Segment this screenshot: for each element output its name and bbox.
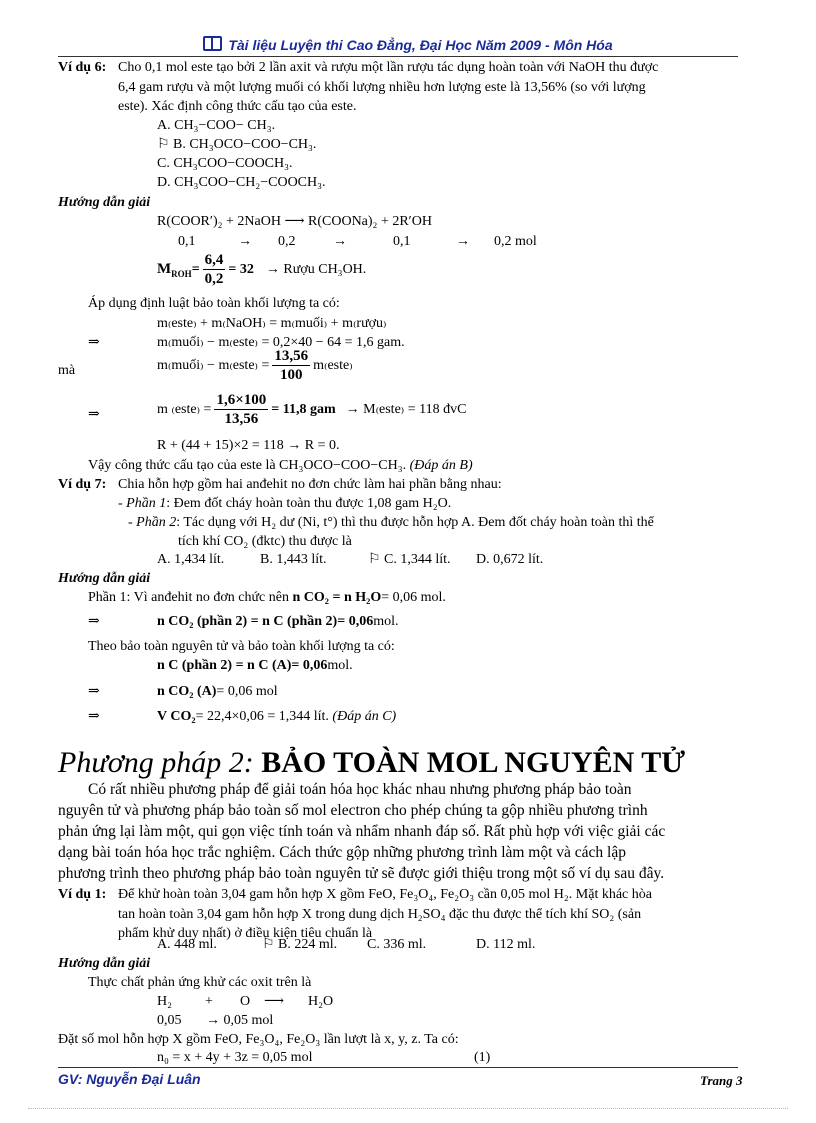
example-1-question-line-3: phẩm khử duy nhất) ở điều kiện tiêu chuẩn là [118, 926, 373, 941]
reaction-h2o: H₂O [308, 994, 334, 1009]
mol-2: 0,2 [278, 234, 296, 249]
arrow-1: → [238, 234, 252, 249]
sol7-line-4: n C (phần 2) = n C (A)= 0,06mol. [157, 658, 353, 673]
method-paragraph-line-4: dạng bài toán hóa học trắc nghiệm. Cách thức gộp những phương trình làm một và cách lập [58, 844, 626, 861]
example-1-question-line-1: Để khử hoàn toàn 3,04 gam hỗn hợp X gồm FeO, Fe₃O₄, Fe₂O₃ cần 0,05 mol H₂. Mặt khác hòa [118, 887, 652, 902]
mol-1: 0,1 [178, 234, 196, 249]
example-6-option-a: A. CH₃−COO− CH₃. [157, 118, 276, 133]
equation-number: (1) [474, 1050, 491, 1065]
example-7-label: Ví dụ 7: [58, 477, 107, 492]
mol-3: 0,1 [393, 234, 411, 249]
solution-6-heading: Hướng dẫn giải [58, 195, 151, 210]
example-1-option-a: A. 448 ml. [157, 937, 217, 952]
reaction-h2: H₂ [157, 994, 172, 1009]
example-6-option-c: C. CH₃COO−COOCH₃. [157, 156, 293, 171]
method-paragraph-line-5: phương trình theo phương pháp bảo toàn nguyên tử sẽ được giới thiệu trong một số ví dụ sau đây. [58, 865, 665, 882]
part-1: - Phần 1: Đem đốt cháy hoàn toàn thu được 1,08 gam H₂O. [118, 496, 452, 511]
example-7-option-a: A. 1,434 lít. [157, 552, 225, 567]
solution-1-heading: Hướng dẫn giải [58, 956, 151, 971]
sol7-line-6: V CO₂= 22,4×0,06 = 1,344 lít. (Đáp án C) [157, 709, 397, 724]
reaction-o: O [240, 994, 251, 1009]
method-title: Phương pháp 2: BẢO TOÀN MOL NGUYÊN TỬ [58, 746, 686, 779]
sol1-line-1: Thực chất phản ứng khử các oxit trên là [88, 975, 312, 990]
conclusion-6: Vậy công thức cấu tạo của este là CH₃OCO−COO−CH₃. (Đáp án B) [88, 458, 473, 473]
footer-page: Trang 3 [700, 1073, 743, 1088]
example-1-option-b: ⚐ B. 224 ml. [262, 937, 338, 952]
implies-2: ⇒ [88, 407, 100, 422]
example-1-label: Ví dụ 1: [58, 887, 107, 902]
arrow-3: → [456, 234, 470, 249]
sol7-line-5: n CO₂ (A)= 0,06 mol [157, 684, 278, 699]
m-roh-formula: $M_{ROH}=$ $\frac{6,4}{0,2}$ = 32 → Rượu CH₃OH. [157, 252, 367, 288]
flag-icon: ⚐ [157, 137, 170, 152]
example-6-question-line-2: 6,4 gam rượu và một lượng muối có khối lượng nhiều hơn lượng este là 13,56% (so với lượng [118, 80, 646, 95]
example-6-option-b: ⚐ B. CH₃OCO−COO−CH₃. [157, 137, 317, 152]
stoich-2: → 0,05 mol [206, 1013, 274, 1028]
page-bottom-rule [28, 1108, 788, 1109]
example-7-option-d: D. 0,672 lít. [476, 552, 544, 567]
reaction-arrow: ⟶ [264, 994, 285, 1009]
sol7-line-3: Theo bảo toàn nguyên tử và bảo toàn khối lượng ta có: [88, 639, 395, 654]
header-rule [58, 56, 738, 57]
method-paragraph-line-3: phản ứng lại làm một, qui gọn việc tính toán và nhẩm nhanh đáp số. Rất phù hợp với việc giải các [58, 823, 666, 840]
header-title: Tài liệu Luyện thi Cao Đẳng, Đại Học Năm 2009 - Môn Hóa [228, 37, 613, 53]
sol7-line-2: n CO₂ (phần 2) = n C (phần 2)= 0,06mol. [157, 614, 399, 629]
footer-author: GV: Nguyễn Đại Luân [58, 1071, 201, 1087]
footer-rule [58, 1067, 738, 1068]
flag-icon: ⚐ [262, 937, 275, 952]
r-solution: R + (44 + 15)×2 = 118 → R = 0. [157, 438, 340, 453]
solution-6-equation: R(COOR′)₂ + 2NaOH ⟶ R(COONa)₂ + 2R′OH [157, 214, 432, 229]
page-header [0, 36, 816, 55]
example-1-question-line-2: tan hoàn toàn 3,04 gam hỗn hợp X trong dung dịch H₂SO₄ đặc thu được thể tích khí SO₂ (sản [118, 907, 642, 922]
apply-law: Áp dụng định luật bảo toàn khối lượng ta có: [88, 296, 340, 311]
mass-ester-formula: m ₍este₎ = $\frac{1,6\times 100}{13,56}$ = 11,8 gam → M₍este₎ = 118 đvC [157, 392, 467, 428]
example-6-question-line-3: este). Xác định công thức cấu tạo của este. [118, 99, 357, 114]
sol1-line-4: n₀ = x + 4y + 3z = 0,05 mol [157, 1050, 313, 1065]
flag-icon: ⚐ [368, 552, 381, 567]
arrow-2: → [333, 234, 347, 249]
example-1-option-c: C. 336 ml. [367, 937, 427, 952]
implies-1: ⇒ [88, 335, 100, 350]
example-6-label: Ví dụ 6: [58, 60, 107, 75]
mol-4: 0,2 mol [494, 234, 537, 249]
implies-4: ⇒ [88, 684, 100, 699]
method-paragraph-line-1: Có rất nhiều phương pháp để giải toán hóa học khác nhau nhưng phương pháp bảo toàn [88, 781, 632, 798]
solution-7-heading: Hướng dẫn giải [58, 571, 151, 586]
stoich-1: 0,05 [157, 1013, 182, 1028]
example-6-question-line-1: Cho 0,1 mol este tạo bởi 2 lần axit và rượu một lần rượu tác dụng hoàn toàn với NaOH thu được [118, 60, 659, 75]
example-6-option-d: D. CH₃COO−CH₂−COOCH₃. [157, 175, 326, 190]
sol7-line-1: Phần 1: Vì anđehit no đơn chức nên n CO₂ = n H₂O= 0,06 mol. [88, 590, 446, 605]
ma-word: mà [58, 363, 76, 378]
example-7-option-c: ⚐ C. 1,344 lít. [368, 552, 451, 567]
example-7-question: Chia hỗn hợp gồm hai anđehit no đơn chức làm hai phần bằng nhau: [118, 477, 502, 492]
book-icon [203, 36, 222, 51]
reaction-plus: + [205, 994, 213, 1009]
sol1-line-3: Đặt số mol hỗn hợp X gồm FeO, Fe₃O₄, Fe₂O₃ lần lượt là x, y, z. Ta có: [58, 1032, 459, 1047]
implies-3: ⇒ [88, 614, 100, 629]
mass-difference: m₍muối₎ − m₍este₎ = 0,2×40 − 64 = 1,6 gam. [157, 335, 405, 350]
mass-balance: m₍este₎ + m₍NaOH₎ = m₍muối₎ + m₍rượu₎ [157, 316, 387, 331]
ratio-formula: m₍muối₎ − m₍este₎ = $\frac{13,56}{100}$ m₍este₎ [157, 348, 353, 384]
part-2: - Phần 2: Tác dụng với H₂ dư (Ni, t°) thì thu được hỗn hợp A. Đem đốt cháy hoàn toàn thì thể [128, 515, 654, 530]
implies-5: ⇒ [88, 709, 100, 724]
example-1-option-d: D. 112 ml. [476, 937, 536, 952]
part-2-cont: tích khí CO₂ (đktc) thu được là [178, 534, 352, 549]
method-paragraph-line-2: nguyên tử và phương pháp bảo toàn số mol electron cho phép chúng ta gộp nhiều phương trình [58, 802, 648, 819]
example-7-option-b: B. 1,443 lít. [260, 552, 327, 567]
